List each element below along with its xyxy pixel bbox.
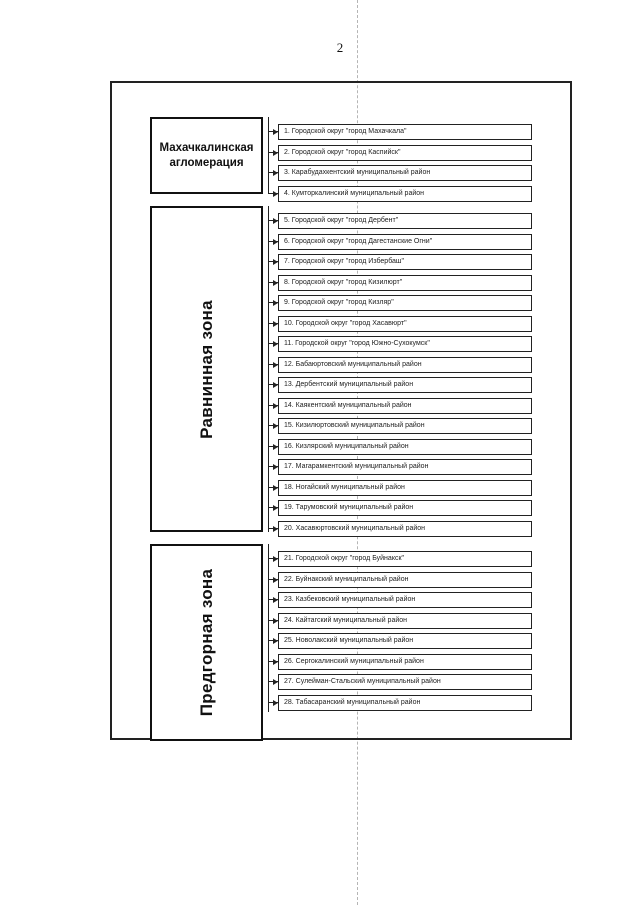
zone-box (150, 117, 263, 194)
zone-connector-line (268, 206, 269, 532)
zone-label: Равнинная зона (197, 299, 216, 439)
district-item: 9. Городской округ "город Кизляр" (278, 295, 532, 311)
district-item: 27. Сулейман-Стальский муниципальный район (278, 674, 532, 690)
district-item: 20. Хасавюртовский муниципальный район (278, 521, 532, 537)
district-item: 15. Кизилюртовский муниципальный район (278, 418, 532, 434)
district-item: 19. Тарумовский муниципальный район (278, 500, 532, 516)
district-item: 21. Городской округ "город Буйнакск" (278, 551, 532, 567)
page-number: 2 (336, 40, 344, 55)
district-item: 23. Казбековский муниципальный район (278, 592, 532, 608)
zone-label: Предгорная зона (197, 568, 217, 717)
district-item: 17. Магарамкентский муниципальный район (278, 459, 532, 475)
district-item: 14. Каякентский муниципальный район (278, 398, 532, 414)
district-item: 12. Бабаюртовский муниципальный район (278, 357, 532, 373)
district-item: 2. Городской округ "город Каспийск" (278, 145, 532, 161)
district-item: 5. Городской округ "город Дербент" (278, 213, 532, 229)
zone-label: Махачкалинская агломерация (159, 141, 254, 169)
zone-box (150, 544, 263, 741)
district-item: 7. Городской округ "город Избербаш" (278, 254, 532, 270)
district-item: 11. Городской округ "город Южно-Сухокумск" (278, 336, 532, 352)
district-item: 13. Дербентский муниципальный район (278, 377, 532, 393)
district-item: 8. Городской округ "город Кизилюрт" (278, 275, 532, 291)
district-item: 28. Табасаранский муниципальный район (278, 695, 532, 711)
district-item: 6. Городской округ "город Дагестанские Огни" (278, 234, 532, 250)
district-item: 4. Кумторкалинский муниципальный район (278, 186, 532, 202)
district-item: 1. Городской округ "город Махачкала" (278, 124, 532, 140)
district-item: 24. Кайтагский муниципальный район (278, 613, 532, 629)
district-item: 25. Новолакский муниципальный район (278, 633, 532, 649)
district-item: 3. Карабудахкентский муниципальный район (278, 165, 532, 181)
zone-connector-line (268, 117, 269, 194)
district-item: 22. Буйнакский муниципальный район (278, 572, 532, 588)
district-item: 16. Кизлярский муниципальный район (278, 439, 532, 455)
district-item: 18. Ногайский муниципальный район (278, 480, 532, 496)
district-item: 26. Сергокалинский муниципальный район (278, 654, 532, 670)
district-item: 10. Городской округ "город Хасавюрт" (278, 316, 532, 332)
zone-connector-line (268, 544, 269, 712)
zone-box (150, 206, 263, 532)
